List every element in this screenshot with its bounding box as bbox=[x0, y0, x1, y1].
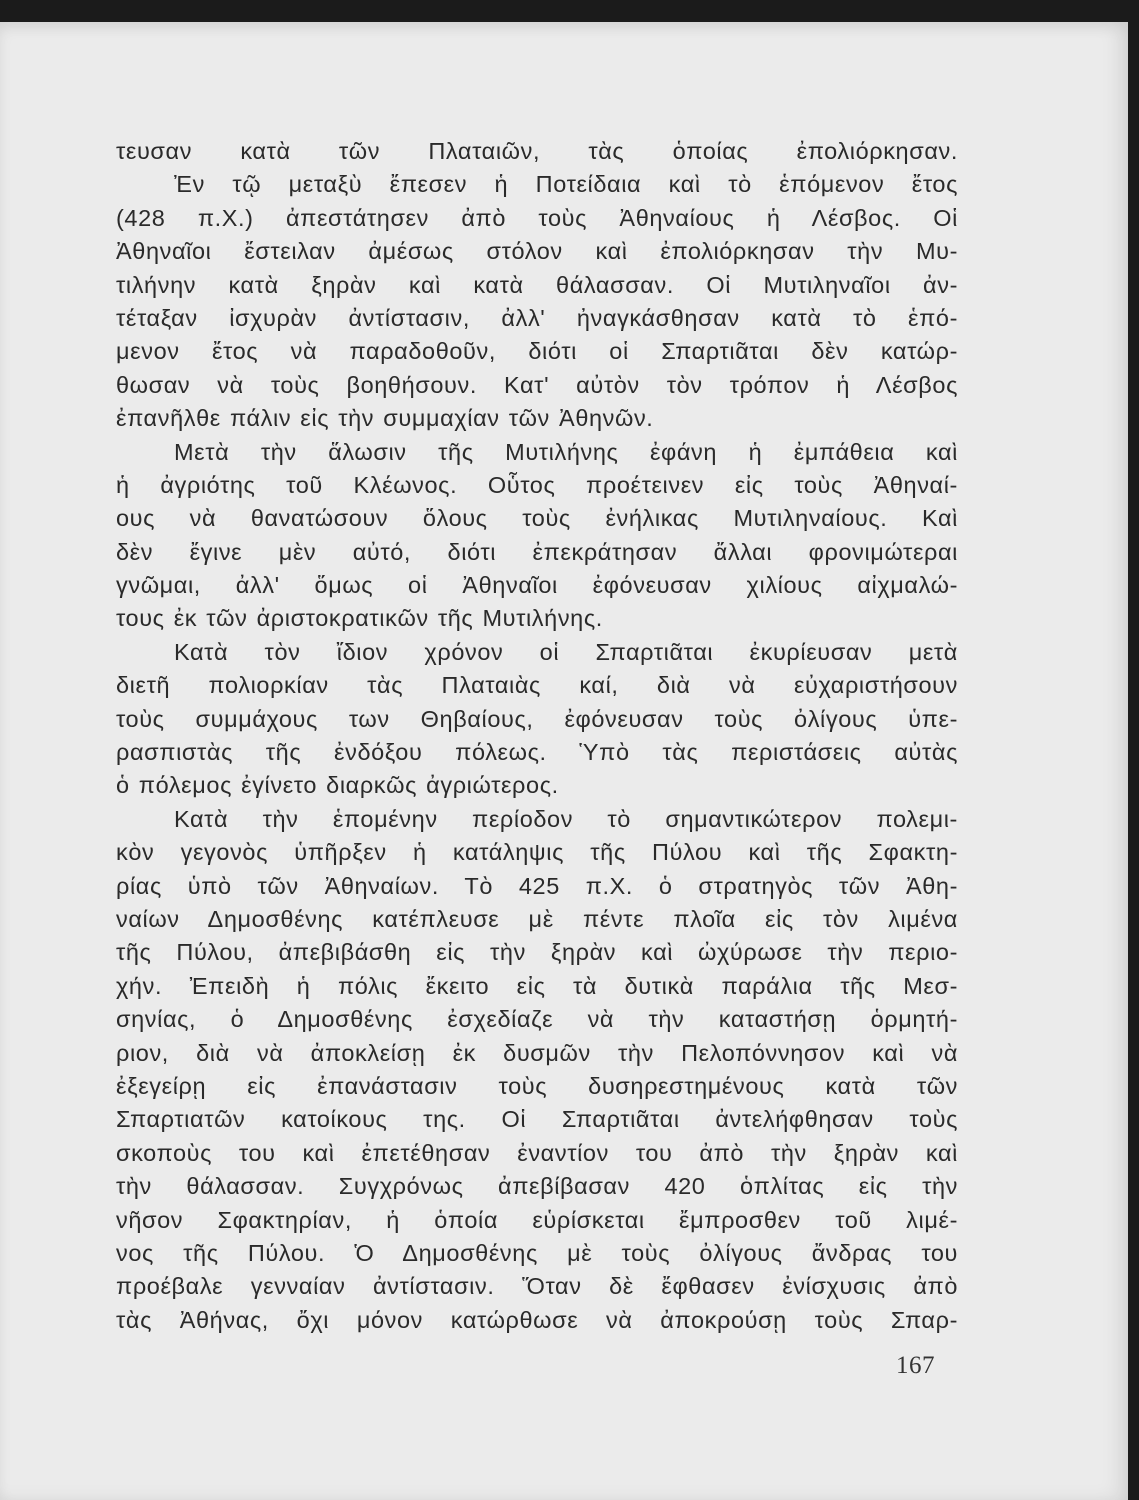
text-line: ρίας ὑπὸ τῶν Ἀθηναίων. Τὸ 425 π.Χ. ὁ στρατηγὸς τῶν Ἀθη- bbox=[116, 872, 958, 899]
book-page bbox=[0, 22, 1128, 1500]
page-number: 167 bbox=[896, 1352, 935, 1379]
text-line: ἡ ἀγριότης τοῦ Κλέωνος. Οὗτος προέτεινεν εἰς τοὺς Ἀθηναί- bbox=[116, 471, 958, 498]
text-line: γνῶμαι, ἀλλ' ὅμως οἱ Ἀθηναῖοι ἐφόνευσαν χιλίους αἰχμαλώ- bbox=[116, 572, 958, 599]
text-line: νῆσον Σφακτηρίαν, ἡ ὁποία εὑρίσκεται ἔμπροσθεν τοῦ λιμέ- bbox=[116, 1206, 958, 1233]
text-line: Κατὰ τὴν ἑπομένην περίοδον τὸ σημαντικώτερον πολεμι- bbox=[174, 805, 958, 832]
text-line: διετῆ πολιορκίαν τὰς Πλαταιὰς καί, διὰ νὰ εὐχαριστήσουν bbox=[116, 672, 958, 699]
text-line: Μετὰ τὴν ἅλωσιν τῆς Μυτιλήνης ἐφάνη ἡ ἐμπάθεια καὶ bbox=[174, 438, 958, 465]
body-text bbox=[116, 135, 958, 1337]
text-line: τευσαν κατὰ τῶν Πλαταιῶν, τὰς ὁποίας ἐπολιόρκησαν. bbox=[116, 138, 958, 164]
text-line: Ἀθηναῖοι ἔστειλαν ἀμέσως στόλον καὶ ἐπολιόρκησαν τὴν Μυ- bbox=[116, 238, 958, 265]
text-line: τους ἐκ τῶν ἀριστοκρατικῶν τῆς Μυτιλήνης. bbox=[116, 605, 603, 632]
text-line: προέβαλε γενναίαν ἀντίστασιν. Ὅταν δὲ ἔφθασεν ἐνίσχυσις ἀπὸ bbox=[116, 1273, 958, 1300]
text-line: δὲν ἔγινε μὲν αὐτό, διότι ἐπεκράτησαν ἄλλαι φρονιμώτεραι bbox=[116, 538, 958, 565]
text-line: τοὺς συμμάχους των Θηβαίους, ἐφόνευσαν τοὺς ὀλίγους ὑπε- bbox=[116, 705, 958, 732]
text-line: ἐξεγείρῃ εἰς ἐπανάστασιν τοὺς δυσηρεστημένους κατὰ τῶν bbox=[116, 1072, 958, 1099]
text-line: (428 π.Χ.) ἀπεστάτησεν ἀπὸ τοὺς Ἀθηναίους ἡ Λέσβος. Οἱ bbox=[116, 204, 958, 231]
text-line: Κατὰ τὸν ἴδιον χρόνον οἱ Σπαρτιᾶται ἐκυρίευσαν μετὰ bbox=[174, 638, 958, 665]
text-line: σκοποὺς του καὶ ἐπετέθησαν ἐναντίον του ἀπὸ τὴν ξηρὰν καὶ bbox=[116, 1139, 958, 1166]
text-line: τέταξαν ἰσχυρὰν ἀντίστασιν, ἀλλ' ἠναγκάσθησαν κατὰ τὸ ἑπό- bbox=[116, 304, 958, 331]
text-line: ρασπιστὰς τῆς ἐνδόξου πόλεως. Ὑπὸ τὰς περιστάσεις αὐτὰς bbox=[116, 739, 958, 766]
text-line: ους νὰ θανατώσουν ὅλους τοὺς ἐνήλικας Μυτιληναίους. Καὶ bbox=[116, 505, 958, 532]
text-line: νος τῆς Πύλου. Ὁ Δημοσθένης μὲ τοὺς ὀλίγους ἄνδρας του bbox=[116, 1239, 958, 1266]
text-line: μενον ἔτος νὰ παραδοθοῦν, διότι οἱ Σπαρτιᾶται δὲν κατώρ- bbox=[116, 338, 958, 365]
text-line: σηνίας, ὁ Δημοσθένης ἐσχεδίαζε νὰ τὴν καταστήσῃ ὁρμητή- bbox=[116, 1006, 958, 1033]
text-line: τῆς Πύλου, ἀπεβιβάσθη εἰς τὴν ξηρὰν καὶ ὠχύρωσε τὴν περιο- bbox=[116, 939, 958, 966]
text-line: Ἐν τῷ μεταξὺ ἔπεσεν ἡ Ποτείδαια καὶ τὸ ἑπόμενον ἔτος bbox=[174, 171, 958, 198]
text-line: ριον, διὰ νὰ ἀποκλείσῃ ἐκ δυσμῶν τὴν Πελοπόννησον καὶ νὰ bbox=[116, 1039, 958, 1066]
text-line: κὸν γεγονὸς ὑπῆρξεν ἡ κατάληψις τῆς Πύλου καὶ τῆς Σφακτη- bbox=[116, 839, 958, 866]
text-line: τὰς Ἀθήνας, ὄχι μόνον κατώρθωσε νὰ ἀποκρούσῃ τοὺς Σπαρ- bbox=[116, 1306, 958, 1333]
text-line: Σπαρτιατῶν κατοίκους της. Οἱ Σπαρτιᾶται ἀντελήφθησαν τοὺς bbox=[116, 1106, 958, 1133]
text-line: ὁ πόλεμος ἐγίνετο διαρκῶς ἀγριώτερος. bbox=[116, 772, 559, 799]
text-line: χήν. Ἐπειδὴ ἡ πόλις ἔκειτο εἰς τὰ δυτικὰ παράλια τῆς Μεσ- bbox=[116, 972, 958, 999]
text-line: τιλήνην κατὰ ξηρὰν καὶ κατὰ θάλασσαν. Οἱ Μυτιληναῖοι ἀν- bbox=[116, 271, 958, 298]
text-line: ναίων Δημοσθένης κατέπλευσε μὲ πέντε πλοῖα εἰς τὸν λιμένα bbox=[116, 905, 958, 932]
text-line: ἐπανῆλθε πάλιν εἰς τὴν συμμαχίαν τῶν Ἀθηνῶν. bbox=[116, 405, 654, 432]
text-line: θωσαν νὰ τοὺς βοηθήσουν. Κατ' αὐτὸν τὸν τρόπον ἡ Λέσβος bbox=[116, 371, 958, 398]
text-line: τὴν θάλασσαν. Συγχρόνως ἀπεβίβασαν 420 ὁπλίτας εἰς τὴν bbox=[116, 1173, 958, 1200]
